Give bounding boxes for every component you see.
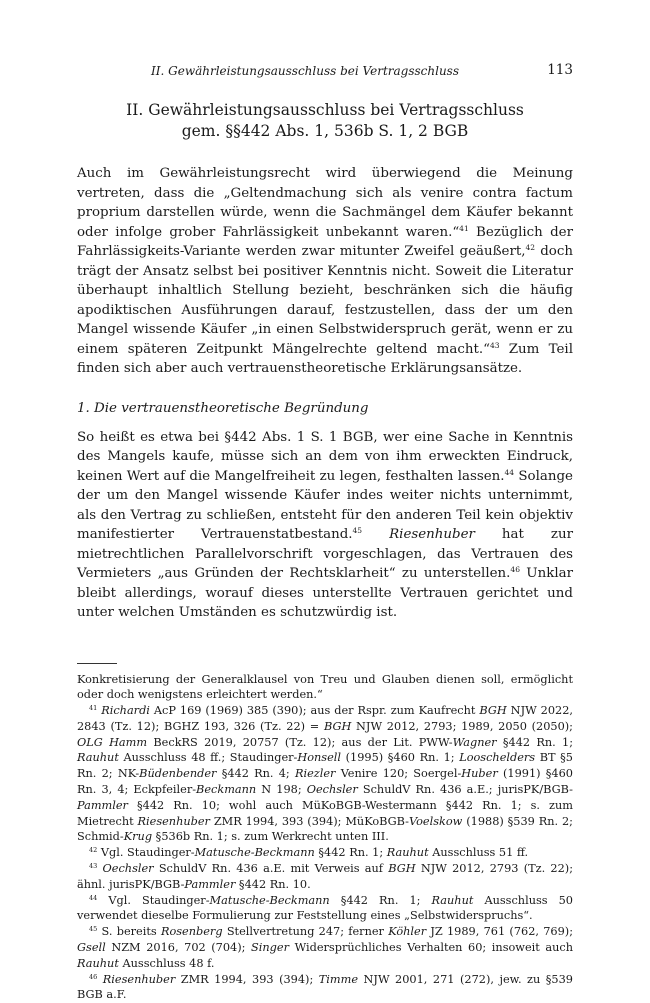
section-heading-line1: II. Gewährleistungsausschluss bei Vertragsschluss	[77, 100, 573, 121]
text-run: Ausschluss 51 ff.	[429, 846, 528, 859]
page	[77, 62, 573, 1003]
footnote-44	[77, 893, 573, 925]
author-name: BGH	[388, 862, 415, 875]
footnote-ref[interactable]: 45	[353, 526, 363, 535]
author-name: Matusche-Beckmann	[195, 846, 315, 859]
author-name: BGH	[324, 720, 351, 733]
author-name: Rauhut	[432, 894, 474, 907]
text-run: Unklar bleibt allerdings, worauf dieses unterstellte Vertrauen gerichtet und unter welchen Umständen es schutzwürdig ist.	[77, 566, 573, 620]
author-name: Oechsler	[307, 783, 358, 796]
footnote-45	[77, 924, 573, 971]
text-run: NZM 2016, 702 (704);	[106, 941, 251, 954]
author-name: Richardi	[101, 704, 150, 717]
author-name: Timme	[319, 973, 358, 986]
page-number: 113	[547, 62, 573, 78]
text-run: Ausschluss 50 verwendet dieselbe Formulierung zur Feststellung eines „Selbstwiderspruchs“.	[77, 894, 573, 923]
footnote-ref[interactable]: 44	[505, 468, 515, 477]
text-run: ZMR 1994, 393 (394);	[175, 973, 319, 986]
text-run: Ausschluss 48 f.	[119, 957, 215, 970]
footnote-number: 45	[89, 925, 97, 933]
text-run: hat zur mietrechtlichen Parallelvorschrift vorgeschlagen, das Vertrauen des Vermieters „aus Gründen der Rechtsklarheit“ zu unterstellen.	[77, 527, 573, 581]
running-head-title: II. Gewährleistungsausschluss bei Vertragsschluss	[77, 64, 533, 78]
text-run: Vgl. Staudinger-	[97, 846, 194, 859]
text-run: AcP 169 (1969) 385 (390); aus der Rspr. zum Kaufrecht	[150, 704, 479, 717]
author-name: Riesenhuber	[389, 527, 475, 542]
footnote-41	[77, 703, 573, 845]
author-name: Rosenberg	[161, 925, 223, 938]
footnote-ref[interactable]: 46	[510, 565, 520, 574]
text-run: §442 Rn. 10; wohl auch MüKoBGB-Westermann §442 Rn. 1; s. zum Mietrecht	[77, 799, 573, 828]
text-run: Auch im Gewährleistungsrecht wird überwiegend die Meinung vertreten, dass die „Geltendmachung sich als venire contra factum proprium darstellen würde, wenn die Sachmängel dem Käufer bekannt oder infolge grober Fahrlässigkeit unbekannt waren.“	[77, 166, 573, 240]
paragraph-trust-theory	[77, 428, 573, 623]
footnote-number: 43	[89, 862, 97, 870]
footnote-43	[77, 861, 573, 893]
text-run: NJW 2012, 2793; 1989, 2050 (2050);	[351, 720, 573, 733]
author-name: Singer	[251, 941, 289, 954]
text-run: Widersprüchliches Verhalten 60; insoweit auch	[289, 941, 573, 954]
text-run: N 198;	[256, 783, 307, 796]
author-name: Pammler	[77, 799, 128, 812]
text-run: Ausschluss 48 ff.; Staudinger-	[119, 751, 297, 764]
author-name: Voelskow	[409, 815, 462, 828]
text-run: §442 Rn. 1;	[497, 736, 573, 749]
author-name: Huber	[461, 767, 497, 780]
text-run: NJW 2012, 2793 (Tz. 22); ähnl. jurisPK/BGB-	[77, 862, 573, 891]
text-run: Stellvertretung 247; ferner	[223, 925, 389, 938]
running-head	[77, 62, 573, 82]
text-run: SchuldV Rn. 436 a.E. mit Verweis auf	[154, 862, 389, 875]
author-name: Köhler	[388, 925, 426, 938]
footnote-divider	[77, 663, 117, 664]
author-name: Riesenhuber	[138, 815, 210, 828]
text-run: Zum Teil finden sich aber auch vertrauenstheoretische Erklärungsansätze.	[77, 342, 573, 377]
text-run: JZ 1989, 761 (762, 769);	[426, 925, 573, 938]
author-name: Oechsler	[103, 862, 154, 875]
text-run: §442 Rn. 1;	[315, 846, 387, 859]
text-run: So heißt es etwa bei §442 Abs. 1 S. 1 BGB, wer eine Sache in Kenntnis des Mangels kaufe, müsse sich an dem von ihm erweckten Eindruck, keinen Wert auf die Mangelfreiheit zu legen, festhalten lassen.	[77, 430, 573, 484]
text-run: doch trägt der Ansatz selbst bei positiver Kenntnis nicht. Soweit die Literatur überhaupt inhaltlich Stellung bezieht, beschränken sich die häufig apodiktischen Ausführungen darauf, festzustellen, dass der um den Mangel wissende Käufer „in einen Selbstwiderspruch gerät, wenn er zu einem späteren Zeitpunkt Mängelrechte geltend macht.“	[77, 244, 573, 357]
author-name: Rauhut	[77, 751, 119, 764]
text-run: Vgl. Staudinger-	[97, 894, 209, 907]
text-run: Bezüglich der Fahrlässigkeits-Variante werden zwar mitunter Zweifel geäußert,	[77, 225, 573, 260]
author-name: Rauhut	[387, 846, 429, 859]
footnote-ref[interactable]: 43	[490, 341, 500, 350]
text-run: ZMR 1994, 393 (394); MüKoBGB-	[210, 815, 409, 828]
author-name: Pammler	[184, 878, 235, 891]
author-name: Matusche-Beckmann	[210, 894, 330, 907]
text-run: §442 Rn. 10.	[235, 878, 310, 891]
text-run: S. bereits	[97, 925, 161, 938]
text-run: (1988) §539 Rn. 2; Schmid-	[77, 815, 573, 844]
author-name: Riesenhuber	[103, 973, 175, 986]
footnote-number: 41	[89, 704, 97, 712]
footnote-ref[interactable]: 41	[459, 224, 469, 233]
text-run: Solange der um den Mangel wissende Käufer indes weiter nichts unternimmt, als den Vertrag zu schließen, entsteht für den anderen Teil kein objektiv manifestierter Vertrauenstatbestand.	[77, 469, 573, 543]
text-run: NJW 2022, 2843 (Tz. 12); BGHZ 193, 326 (Tz. 22) =	[77, 704, 573, 733]
section-heading	[77, 100, 573, 142]
text-run: (1995) §460 Rn. 1;	[341, 751, 459, 764]
author-name: Looschelders	[459, 751, 535, 764]
footnote-carryover: Konkretisierung der Generalklausel von Treu und Glauben dienen soll, ermöglicht oder doch wenigstens erleichtert werden.“	[77, 672, 573, 704]
text-run: NJW 2001, 271 (272), jew. zu §539 BGB a.F.	[77, 973, 573, 1002]
author-name: Beckmann	[196, 783, 256, 796]
author-name: BGH	[479, 704, 506, 717]
text-run: §442 Rn. 1;	[330, 894, 432, 907]
subsection-heading: 1. Die vertrauenstheoretische Begründung	[77, 401, 573, 416]
footnote-ref[interactable]: 42	[526, 243, 536, 252]
text-run: §536b Rn. 1; s. zum Werkrecht unten III.	[152, 830, 389, 843]
text-run: SchuldV Rn. 436 a.E.; jurisPK/BGB-	[358, 783, 573, 796]
text-run: (1991) §460 Rn. 3, 4; Eckpfeiler-	[77, 767, 573, 796]
footnote-number: 46	[89, 973, 97, 981]
footnote-number: 44	[89, 894, 97, 902]
author-name: Rauhut	[77, 957, 119, 970]
footnote-number: 42	[89, 846, 97, 854]
text-run: Venire 120; Soergel-	[335, 767, 461, 780]
footnote-42	[77, 845, 573, 861]
author-name: Krug	[124, 830, 152, 843]
text-run: BeckRS 2019, 20757 (Tz. 12); aus der Lit. PWW-	[147, 736, 453, 749]
footnote-46	[77, 972, 573, 1003]
author-name: Gsell	[77, 941, 106, 954]
author-name: Riezler	[295, 767, 335, 780]
paragraph-intro	[77, 164, 573, 379]
footnotes	[77, 672, 573, 1003]
author-name: Wagner	[453, 736, 497, 749]
author-name: Honsell	[297, 751, 341, 764]
author-name: OLG Hamm	[77, 736, 147, 749]
section-heading-line2: gem. §§442 Abs. 1, 536b S. 1, 2 BGB	[77, 121, 573, 142]
text-run: BT §5 Rn. 2; NK-	[77, 751, 573, 780]
author-name: Büdenbender	[139, 767, 216, 780]
text-run: §442 Rn. 4;	[216, 767, 295, 780]
